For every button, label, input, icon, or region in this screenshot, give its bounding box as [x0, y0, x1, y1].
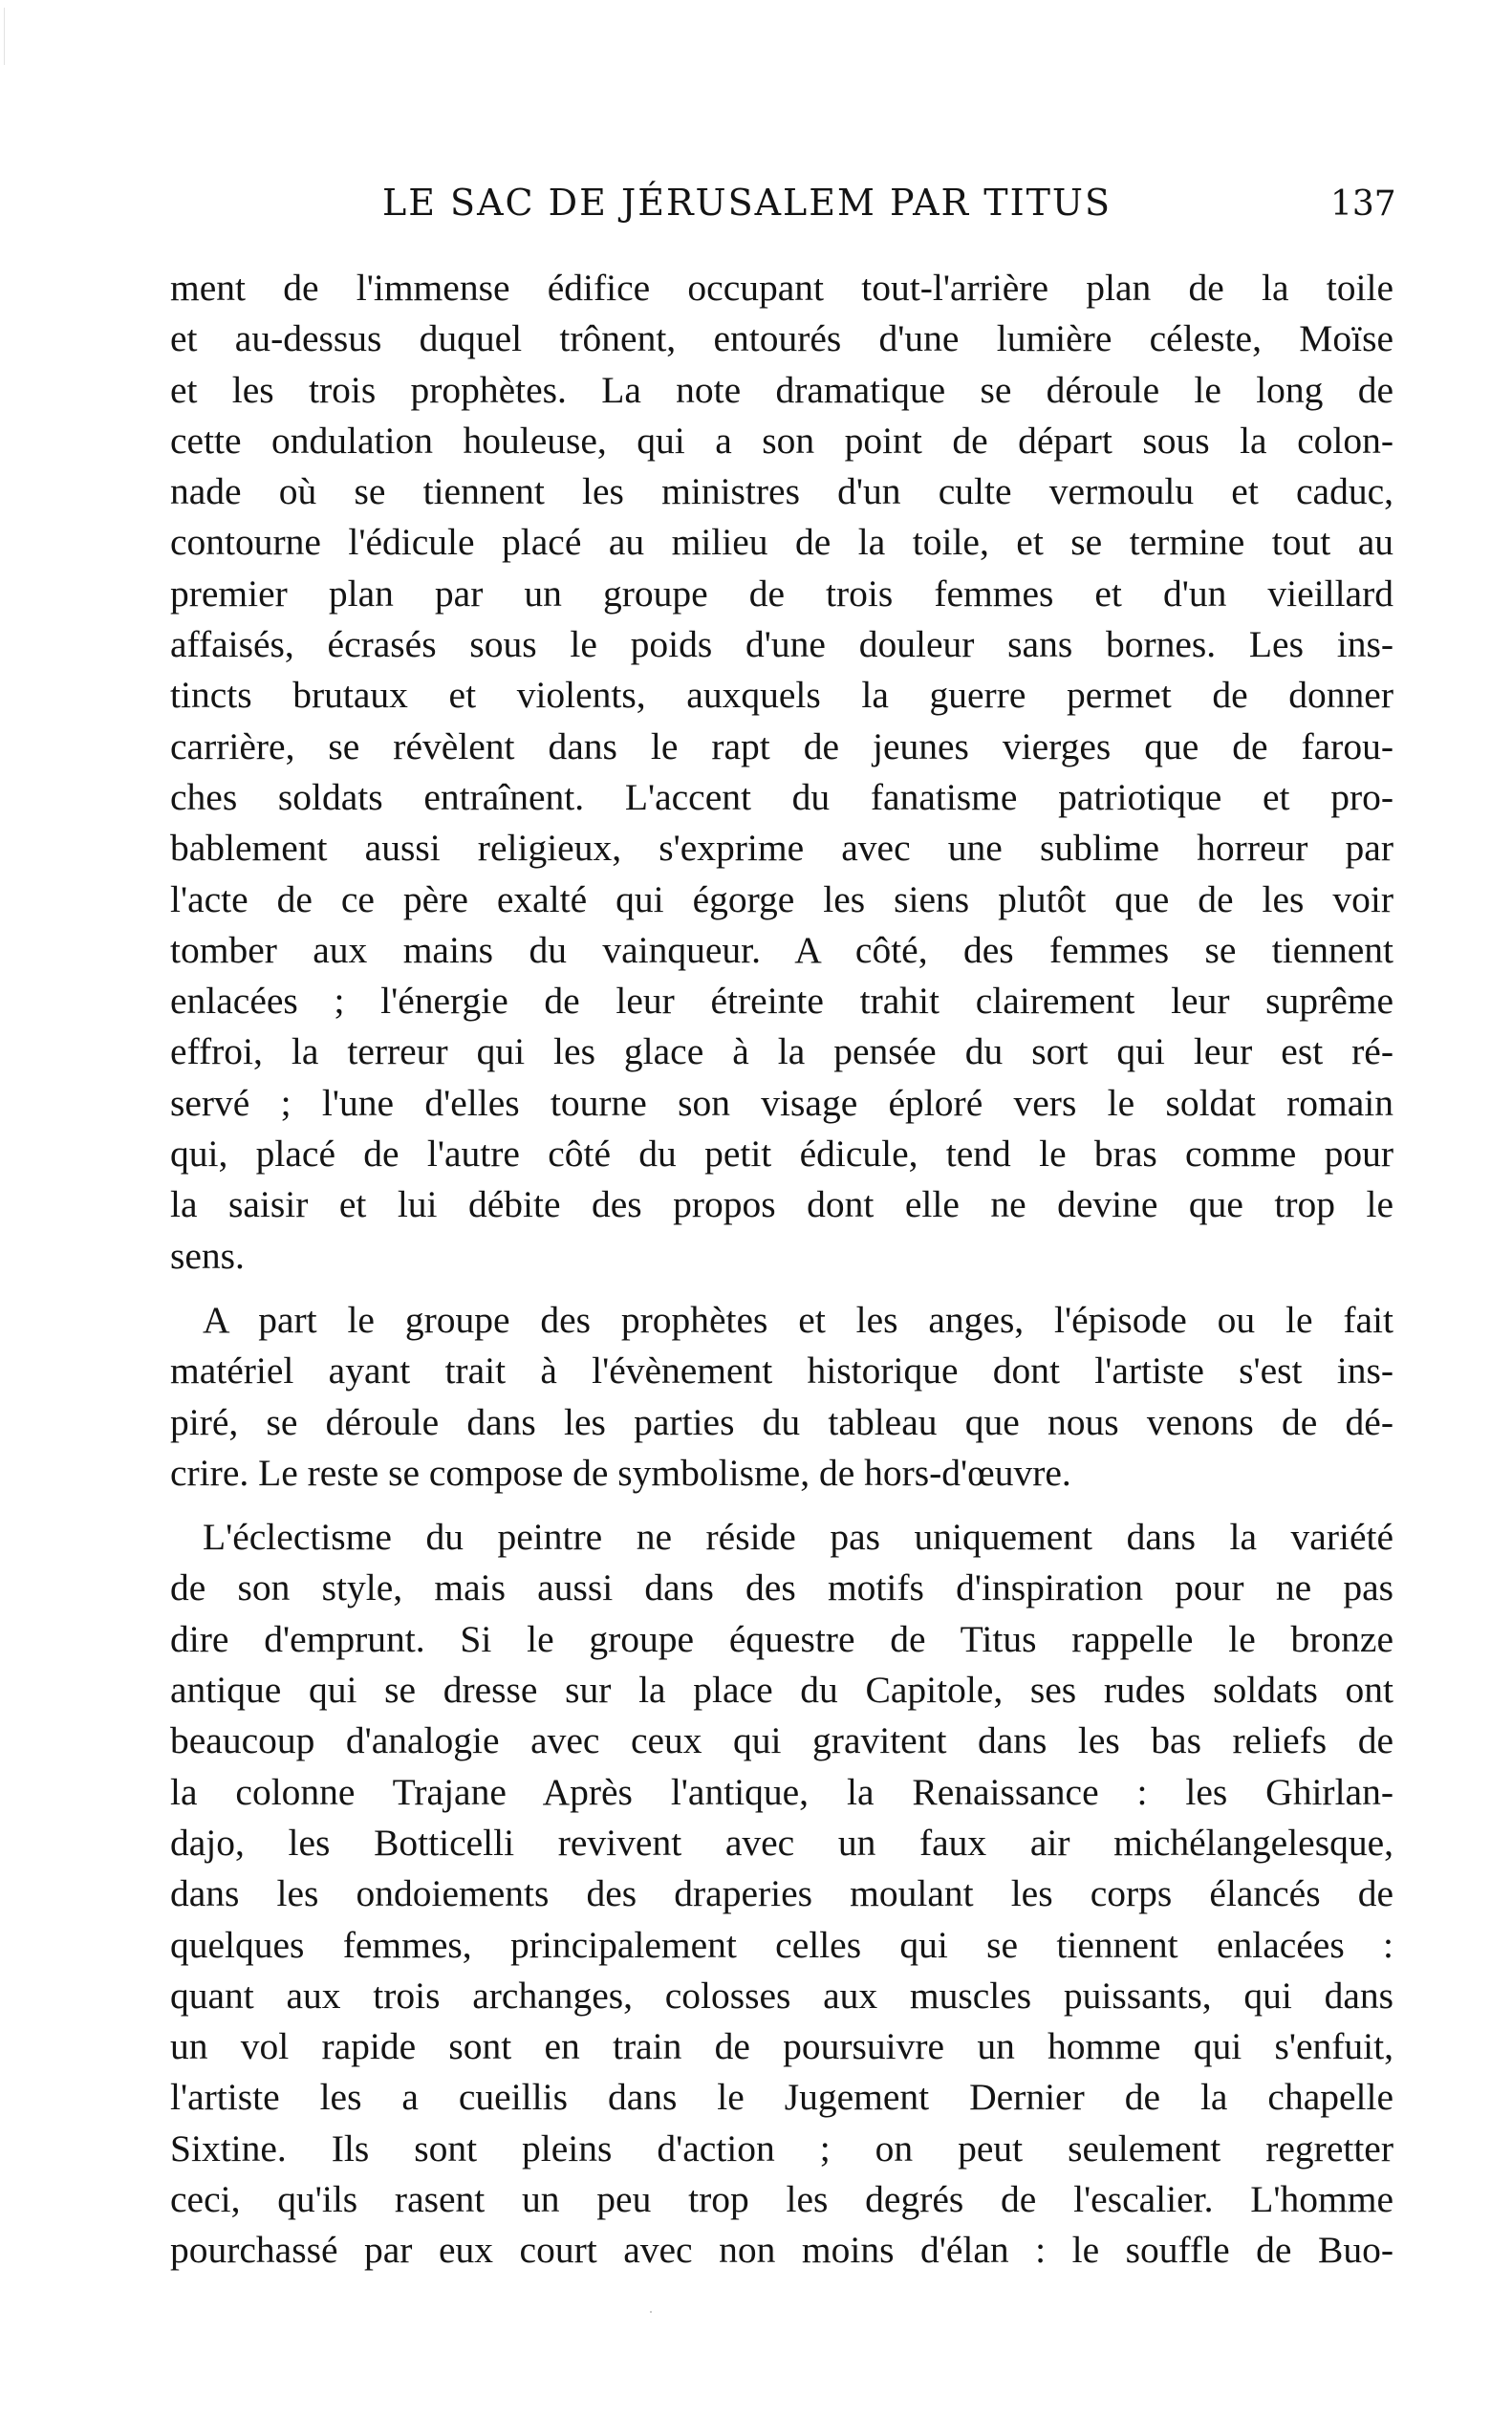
text-line: et les trois prophètes. La note dramatique se déroule le long de [170, 368, 1393, 411]
text-line: tincts brutaux et violents, auxquels la guerre permet de donner [170, 674, 1393, 717]
text-line: cette ondulation houleuse, qui a son point de départ sous la colon- [170, 419, 1393, 462]
text-line: beaucoup d'analogie avec ceux qui gravitent dans les bas reliefs de [170, 1719, 1393, 1762]
text-line: dans les ondoiements des draperies moulant les corps élancés de [170, 1872, 1393, 1915]
text-line: dire d'emprunt. Si le groupe équestre de Titus rappelle le bronze [170, 1617, 1393, 1660]
text-line: crire. Le reste se compose de symbolisme, de hors-d'œuvre. [170, 1451, 1071, 1494]
paragraph [170, 263, 1393, 1282]
text-line: quelques femmes, principalement celles qui se tiennent enlacées : [170, 1923, 1393, 1966]
text-line: effroi, la terreur qui les glace à la pensée du sort qui leur est ré- [170, 1030, 1393, 1073]
text-line: la saisir et lui débite des propos dont elle ne devine que trop le [170, 1183, 1393, 1226]
scan-speck [650, 2311, 652, 2313]
text-line: antique qui se dresse sur la place du Capitole, ses rudes soldats ont [170, 1669, 1393, 1712]
text-line: et au-dessus duquel trônent, entourés d'une lumière céleste, Moïse [170, 317, 1393, 360]
text-line: bablement aussi religieux, s'exprime avec une sublime horreur par [170, 827, 1393, 870]
text-line: de son style, mais aussi dans des motifs d'inspiration pour ne pas [170, 1566, 1393, 1609]
text-line: tomber aux mains du vainqueur. A côté, des femmes se tiennent [170, 928, 1393, 971]
text-line: un vol rapide sont en train de poursuivre un homme qui s'enfuit, [170, 2025, 1393, 2068]
text-line: matériel ayant trait à l'évènement historique dont l'artiste s'est ins- [170, 1349, 1393, 1393]
text-line: pourchassé par eux court avec non moins d'élan : le souffle de Buo- [170, 2229, 1393, 2272]
paragraph [170, 1512, 1393, 2276]
text-line: Sixtine. Ils sont pleins d'action ; on peut seulement regretter [170, 2127, 1393, 2170]
text-line: dajo, les Botticelli revivent avec un faux air michélangelesque, [170, 1821, 1393, 1864]
running-title: LE SAC DE JÉRUSALEM PAR TITUS [382, 182, 1112, 224]
paragraph [170, 1295, 1393, 1499]
text-line: l'artiste les a cueillis dans le Jugement Dernier de la chapelle [170, 2076, 1393, 2119]
text-line: enlacées ; l'énergie de leur étreinte trahit clairement leur suprême [170, 980, 1393, 1023]
page-number: 137 [1330, 184, 1396, 224]
text-line: premier plan par un groupe de trois femmes et d'un vieillard [170, 572, 1393, 615]
text-line: qui, placé de l'autre côté du petit édicule, tend le bras comme pour [170, 1133, 1393, 1176]
scan-edge-mark [4, 8, 5, 65]
text-line: ceci, qu'ils rasent un peu trop les degrés de l'escalier. L'homme [170, 2177, 1393, 2220]
text-line: ment de l'immense édifice occupant tout-l'arrière plan de la toile [170, 267, 1393, 309]
text-line: affaisés, écrasés sous le poids d'une douleur sans bornes. Les ins- [170, 623, 1393, 666]
text-line: A part le groupe des prophètes et les anges, l'épisode ou le fait [203, 1298, 1393, 1341]
text-line: la colonne Trajane Après l'antique, la Renaissance : les Ghirlan- [170, 1770, 1393, 1813]
text-line: contourne l'édicule placé au milieu de la toile, et se termine tout au [170, 521, 1393, 564]
text-line: servé ; l'une d'elles tourne son visage éploré vers le soldat romain [170, 1081, 1393, 1124]
text-line: nade où se tiennent les ministres d'un culte vermoulu et caduc, [170, 470, 1393, 513]
text-line: ches soldats entraînent. L'accent du fanatisme patriotique et pro- [170, 775, 1393, 818]
text-line: sens. [170, 1234, 245, 1277]
text-line: L'éclectisme du peintre ne réside pas uniquement dans la variété [203, 1516, 1393, 1559]
text-line: carrière, se révèlent dans le rapt de jeunes vierges que de farou- [170, 724, 1393, 767]
text-line: piré, se déroule dans les parties du tableau que nous venons de dé- [170, 1400, 1393, 1443]
text-line: quant aux trois archanges, colosses aux muscles puissants, qui dans [170, 1974, 1393, 2017]
body-text [170, 263, 1393, 2277]
text-line: l'acte de ce père exalté qui égorge les siens plutôt que de les voir [170, 877, 1393, 920]
